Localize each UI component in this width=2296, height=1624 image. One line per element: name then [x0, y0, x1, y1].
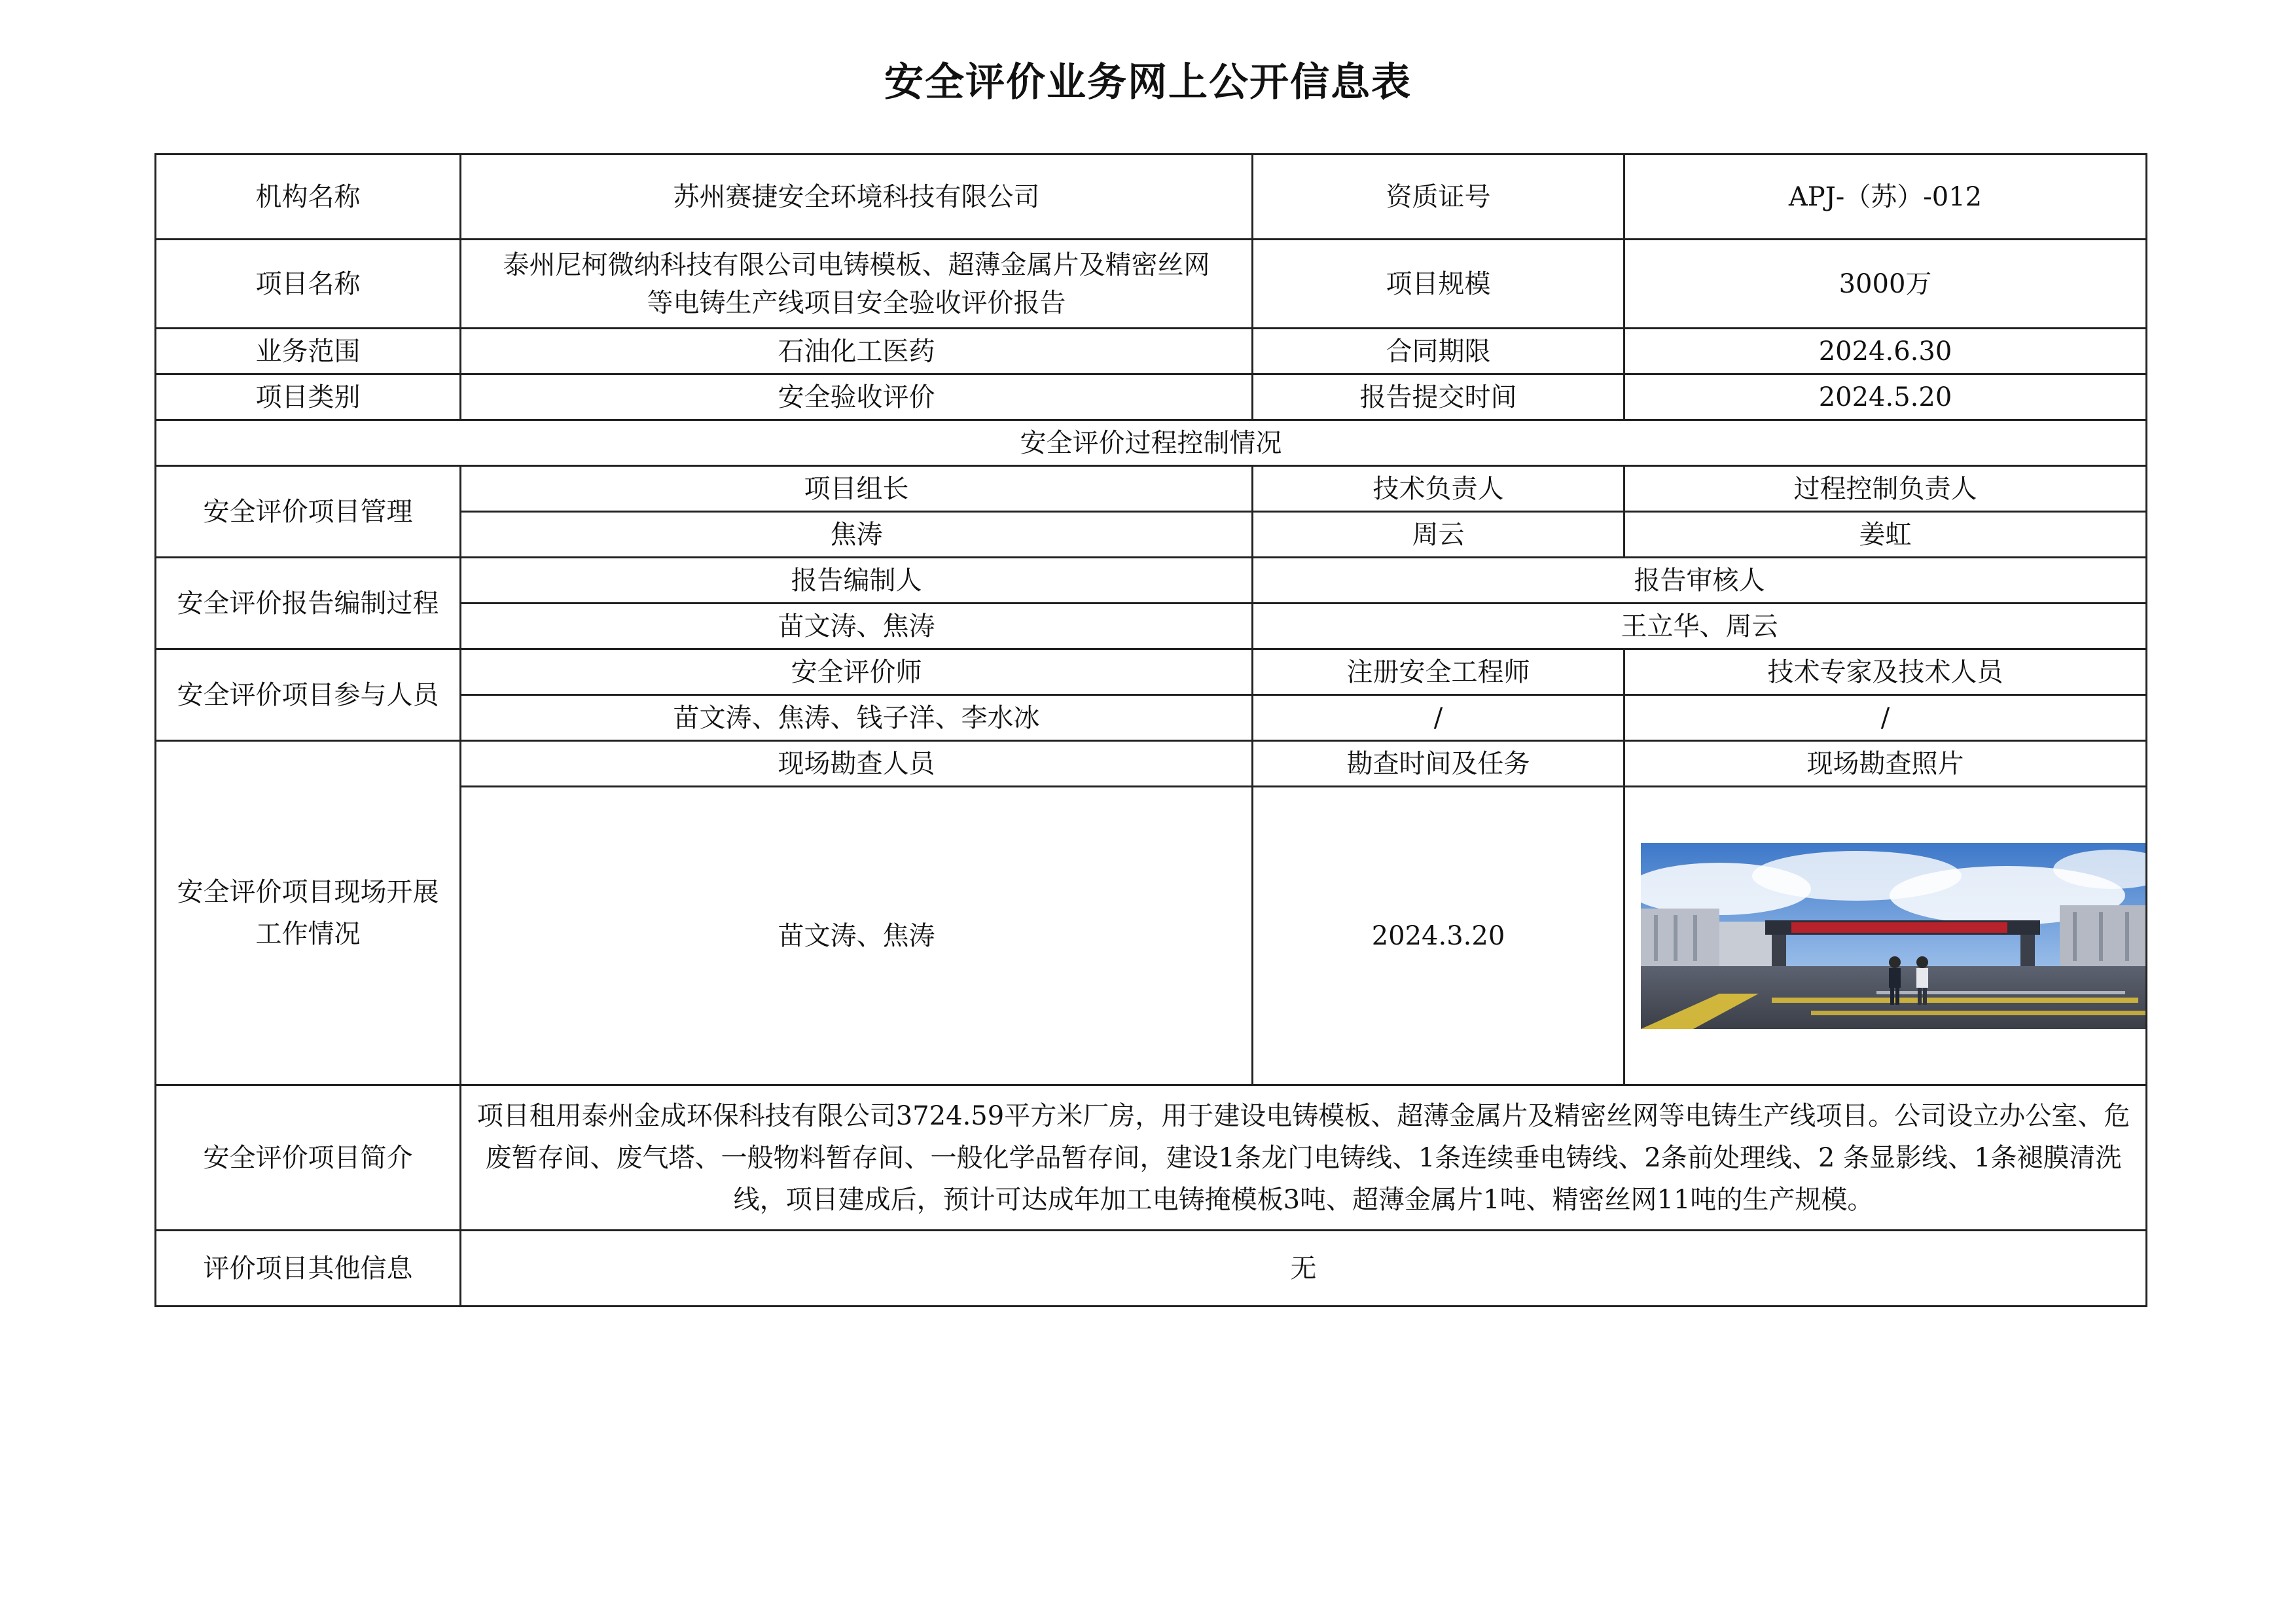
table-row-management-head	[156, 466, 2147, 512]
compilation-v2: 王立华、周云	[1253, 604, 2147, 649]
table-row-participants-head	[156, 649, 2147, 695]
site-h2: 勘查时间及任务	[1253, 741, 1624, 787]
project-value-line2: 等电铸生产线项目安全验收评价报告	[647, 287, 1066, 318]
table-row-project	[156, 240, 2147, 329]
management-h2: 技术负责人	[1253, 466, 1624, 512]
project-label: 项目名称	[156, 240, 461, 329]
management-h3: 过程控制负责人	[1624, 466, 2147, 512]
summary-text: 项目租用泰州金成环保科技有限公司3724.59平方米厂房，用于建设电铸模板、超薄金属片及精密丝网等电铸生产线项目。公司设立办公室、危废暂存间、废气塔、一般物料暂存间、一般化学品暂存间，建设1条龙门电铸线、1条连续垂电铸线、2条前处理线、2 条显影线、1条褪膜清洗线，项目建成后，预计可达成年加工电铸掩模板3吨、超薄金属片1吨、精密丝网11吨的生产规模。	[461, 1085, 2147, 1231]
site-label-line2: 工作情况	[255, 918, 361, 949]
site-h1: 现场勘查人员	[461, 741, 1253, 787]
table-row-summary	[156, 1085, 2147, 1231]
submit-label: 报告提交时间	[1253, 374, 1624, 420]
cert-value: APJ-（苏）-012	[1624, 154, 2147, 240]
compilation-label: 安全评价报告编制过程	[156, 558, 461, 649]
info-table	[154, 153, 2147, 1307]
management-v3: 姜虹	[1624, 512, 2147, 558]
process-header: 安全评价过程控制情况	[156, 420, 2147, 466]
participants-v1: 苗文涛、焦涛、钱子洋、李水冰	[461, 695, 1253, 741]
table-row-process-header	[156, 420, 2147, 466]
site-v1: 苗文涛、焦涛	[461, 787, 1253, 1085]
management-label: 安全评价项目管理	[156, 466, 461, 558]
summary-label: 安全评价项目简介	[156, 1085, 461, 1231]
participants-v2: /	[1253, 695, 1624, 741]
table-row-type	[156, 374, 2147, 420]
site-label-line1: 安全评价项目现场开展	[177, 876, 439, 907]
project-value-line1: 泰州尼柯微纳科技有限公司电铸模板、超薄金属片及精密丝网	[503, 249, 1210, 280]
scale-value: 3000万	[1624, 240, 2147, 329]
type-label: 项目类别	[156, 374, 461, 420]
site-photo-image	[1641, 843, 2147, 1029]
page-title: 安全评价业务网上公开信息表	[884, 60, 1412, 105]
management-v1: 焦涛	[461, 512, 1253, 558]
contract-value: 2024.6.30	[1624, 329, 2147, 374]
org-label: 机构名称	[156, 154, 461, 240]
management-h1: 项目组长	[461, 466, 1253, 512]
participants-v3: /	[1624, 695, 2147, 741]
site-label	[156, 741, 461, 1085]
other-value: 无	[461, 1231, 2147, 1307]
participants-h2: 注册安全工程师	[1253, 649, 1624, 695]
participants-label: 安全评价项目参与人员	[156, 649, 461, 741]
project-value	[461, 240, 1253, 329]
participants-h1: 安全评价师	[461, 649, 1253, 695]
cert-label: 资质证号	[1253, 154, 1624, 240]
org-value: 苏州赛捷安全环境科技有限公司	[461, 154, 1253, 240]
management-v2: 周云	[1253, 512, 1624, 558]
submit-value: 2024.5.20	[1624, 374, 2147, 420]
site-photo-cell	[1624, 787, 2147, 1085]
compilation-v1: 苗文涛、焦涛	[461, 604, 1253, 649]
site-h3: 现场勘查照片	[1624, 741, 2147, 787]
compilation-h1: 报告编制人	[461, 558, 1253, 604]
compilation-h2: 报告审核人	[1253, 558, 2147, 604]
other-label: 评价项目其他信息	[156, 1231, 461, 1307]
site-photo	[1641, 843, 2147, 1029]
contract-label: 合同期限	[1253, 329, 1624, 374]
table-row-other	[156, 1231, 2147, 1307]
site-v2: 2024.3.20	[1253, 787, 1624, 1085]
type-value: 安全验收评价	[461, 374, 1253, 420]
table-row-scope	[156, 329, 2147, 374]
scope-label: 业务范围	[156, 329, 461, 374]
table-row-org	[156, 154, 2147, 240]
scope-value: 石油化工医药	[461, 329, 1253, 374]
scale-label: 项目规模	[1253, 240, 1624, 329]
table-row-compilation-head	[156, 558, 2147, 604]
participants-h3: 技术专家及技术人员	[1624, 649, 2147, 695]
table-row-site-head	[156, 741, 2147, 787]
